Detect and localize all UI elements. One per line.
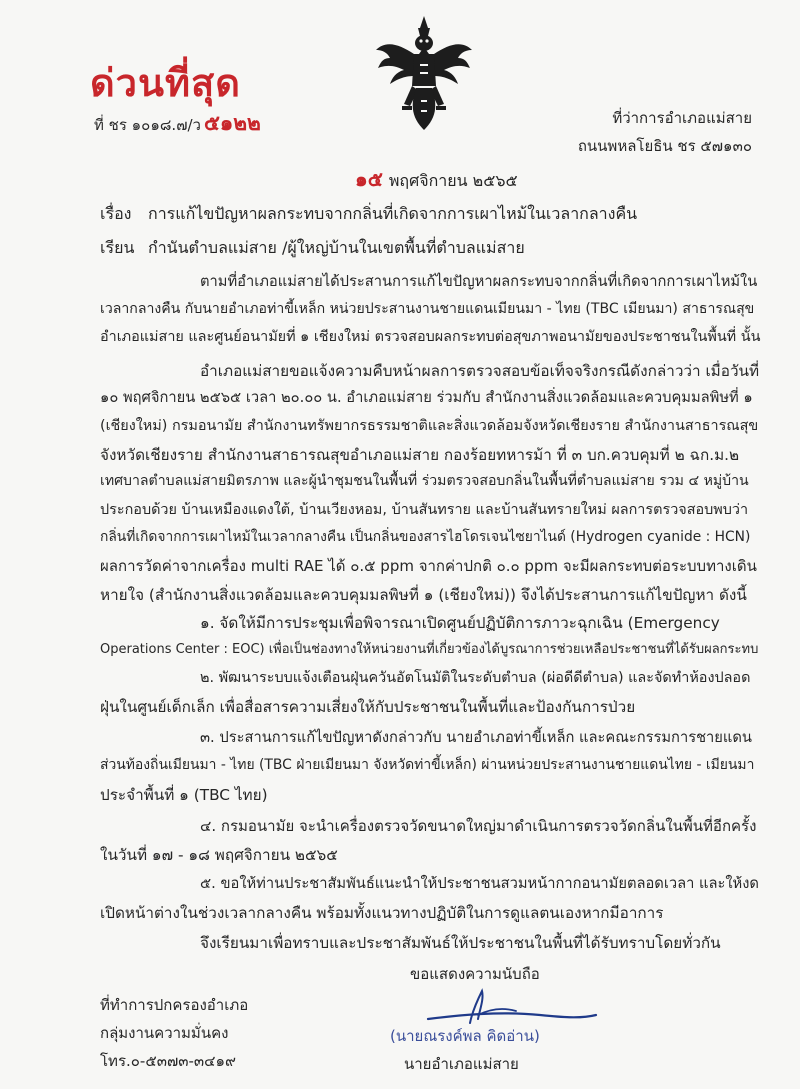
footer-department: กลุ่มงานความมั่นคง xyxy=(100,1024,229,1042)
letter-date xyxy=(355,163,518,195)
item-1-line-1: ๑. จัดให้มีการประชุมเพื่อพิจารณาเปิดศูนย์ปฏิบัติการภาวะฉุกเฉิน (Emergency xyxy=(200,614,720,632)
signatory-name: (นายณรงค์พล คิดอ่าน) xyxy=(390,1027,540,1045)
p2-line-6: ประกอบด้วย บ้านเหมืองแดงใต้, บ้านเวียงหอม, บ้านสันทราย และบ้านสันทรายใหม่ ผลการตรวจสอบพบว่า xyxy=(100,502,749,518)
p2-line-5: เทศบาลตำบลแม่สายมิตรภาพ และผู้นำชุมชนในพื้นที่ ร่วมตรวจสอบกลิ่นในพื้นที่ตำบลแม่สาย รวม ๔ หมู่บ้าน xyxy=(100,473,749,489)
subject-label: เรื่อง xyxy=(100,204,132,223)
item-3-line-2: ส่วนท้องถิ่นเมียนมา - ไทย (TBC ฝ่ายเมียนมา จังหวัดท่าขี้เหล็ก) ผ่านหน่วยประสานงานชายแดนไทย - เมียนมา xyxy=(100,757,755,773)
item-3-line-1: ๓. ประสานการแก้ไขปัญหาดังกล่าวกับ นายอำเภอท่าขี้เหล็ก และคณะกรรมการชายแดน xyxy=(200,729,752,746)
p1-line-2: เวลากลางคืน กับนายอำเภอท่าขี้เหล็ก หน่วยประสานงานชายแดนเมียนมา - ไทย (TBC เมียนมา) สาธารณสุข xyxy=(100,301,755,317)
item-3-line-3: ประจำพื้นที่ ๑ (TBC ไทย) xyxy=(100,786,268,804)
p2-line-7: กลิ่นที่เกิดจากการเผาไหม้ในเวลากลางคืน เป็นกลิ่นของสารไฮโดรเจนไซยาไนด์ (Hydrogen cyanide : HCN) xyxy=(100,529,751,545)
item-4-line-1: ๔. กรมอนามัย จะนำเครื่องตรวจวัดขนาดใหญ่มาดำเนินการตรวจวัดกลิ่นในพื้นที่อีกครั้ง xyxy=(200,817,757,835)
p1-line-3: อำเภอแม่สาย และศูนย์อนามัยที่ ๑ เชียงใหม่ ตรวจสอบผลกระทบต่อสุขภาพอนามัยของประชาชนในพื้นที่ นั้น xyxy=(100,329,761,345)
p2-line-1: อำเภอแม่สายขอแจ้งความคืบหน้าผลการตรวจสอบข้อเท็จจริงกรณีดังกล่าวว่า เมื่อวันที่ xyxy=(200,362,760,380)
reference-prefix: ที่ ชร ๑๐๑๘.๗/ว xyxy=(94,116,201,134)
recipient-text: กำนันตำบลแม่สาย /ผู้ใหญ่บ้านในเขตพื้นที่ตำบลแม่สาย xyxy=(148,238,525,257)
signatory-position: นายอำเภอแม่สาย xyxy=(404,1055,519,1073)
date-month-year: พฤศจิกายน ๒๕๖๕ xyxy=(388,171,518,190)
item-5-line-1: ๕. ขอให้ท่านประชาสัมพันธ์แนะนำให้ประชาชนสวมหน้ากากอนามัยตลอดเวลา และให้งด xyxy=(200,875,759,892)
p2-line-9: หายใจ (สำนักงานสิ่งแวดล้อมและควบคุมมลพิษที่ ๑ (เชียงใหม่)) จึงได้ประสานการแก้ไขปัญหา ดังนี้ xyxy=(100,586,747,604)
date-day-handwritten: ๑๕ xyxy=(355,167,383,191)
reference-handwritten-number: ๕๑๒๒ xyxy=(203,111,261,135)
p2-line-3: (เชียงใหม่) กรมอนามัย สำนักงานทรัพยากรธรรมชาติและสิ่งแวดล้อมจังหวัดเชียงราย สำนักงานสาธารณสุข xyxy=(100,418,759,434)
footer-office: ที่ทำการปกครองอำเภอ xyxy=(100,996,249,1014)
reference-number xyxy=(94,107,261,140)
item-4-line-2: ในวันที่ ๑๗ - ๑๘ พฤศจิกายน ๒๕๖๕ xyxy=(100,846,338,864)
item-1-line-2: Operations Center : EOC) เพื่อเป็นช่องทางให้หน่วยงานที่เกี่ยวข้องได้บูรณาการช่วยเหลือประชาชนที่ได้รับผลกระทบ xyxy=(100,642,759,657)
urgency-stamp: ด่วนที่สุด xyxy=(90,60,241,105)
p2-line-4: จังหวัดเชียงราย สำนักงานสาธารณสุขอำเภอแม่สาย กองร้อยทหารม้า ที่ ๓ บก.ควบคุมที่ ๒ ฉก.ม.๒ xyxy=(100,446,740,464)
office-name: ที่ว่าการอำเภอแม่สาย xyxy=(612,109,752,127)
item-5-line-2: เปิดหน้าต่างในช่วงเวลากลางคืน พร้อมทั้งแนวทางปฏิบัติในการดูแลตนเองหากมีอาการ xyxy=(100,904,664,922)
item-2-line-1: ๒. พัฒนาระบบแจ้งเตือนฝุ่นควันอัตโนมัติในระดับตำบล (ผ่อดีดีตำบล) และจัดทำห้องปลอด xyxy=(200,670,751,686)
p1-line-1: ตามที่อำเภอแม่สายได้ประสานการแก้ไขปัญหาผลกระทบจากกลิ่นที่เกิดจากการเผาไหม้ใน xyxy=(200,273,758,290)
footer-phone: โทร.๐-๕๓๗๓-๓๔๑๙ xyxy=(100,1052,237,1070)
item-2-line-2: ฝุ่นในศูนย์เด็กเล็ก เพื่อสื่อสารความเสี่ยงให้กับประชาชนในพื้นที่และป้องกันการป่วย xyxy=(100,698,636,716)
subject-text: การแก้ไขปัญหาผลกระทบจากกลิ่นที่เกิดจากการเผาไหม้ในเวลากลางคืน xyxy=(148,204,638,223)
garuda-emblem-icon xyxy=(374,14,474,132)
office-address: ถนนพหลโยธิน ชร ๕๗๑๓๐ xyxy=(577,137,752,155)
p2-line-8: ผลการวัดค่าจากเครื่อง multi RAE ได้ ๐.๕ ppm จากค่าปกติ ๐.๐ ppm จะมีผลกระทบต่อระบบทางเดิน xyxy=(100,557,757,575)
recipient-label: เรียน xyxy=(100,238,135,257)
p2-line-2: ๑๐ พฤศจิกายน ๒๕๖๕ เวลา ๒๐.๐๐ น. อำเภอแม่สาย ร่วมกับ สำนักงานสิ่งแวดล้อมและควบคุมมลพิษที่ ๑ xyxy=(100,389,753,406)
closing-line: จึงเรียนมาเพื่อทราบและประชาสัมพันธ์ให้ประชาชนในพื้นที่ได้รับทราบโดยทั่วกัน xyxy=(200,934,721,952)
salutation: ขอแสดงความนับถือ xyxy=(410,965,540,983)
